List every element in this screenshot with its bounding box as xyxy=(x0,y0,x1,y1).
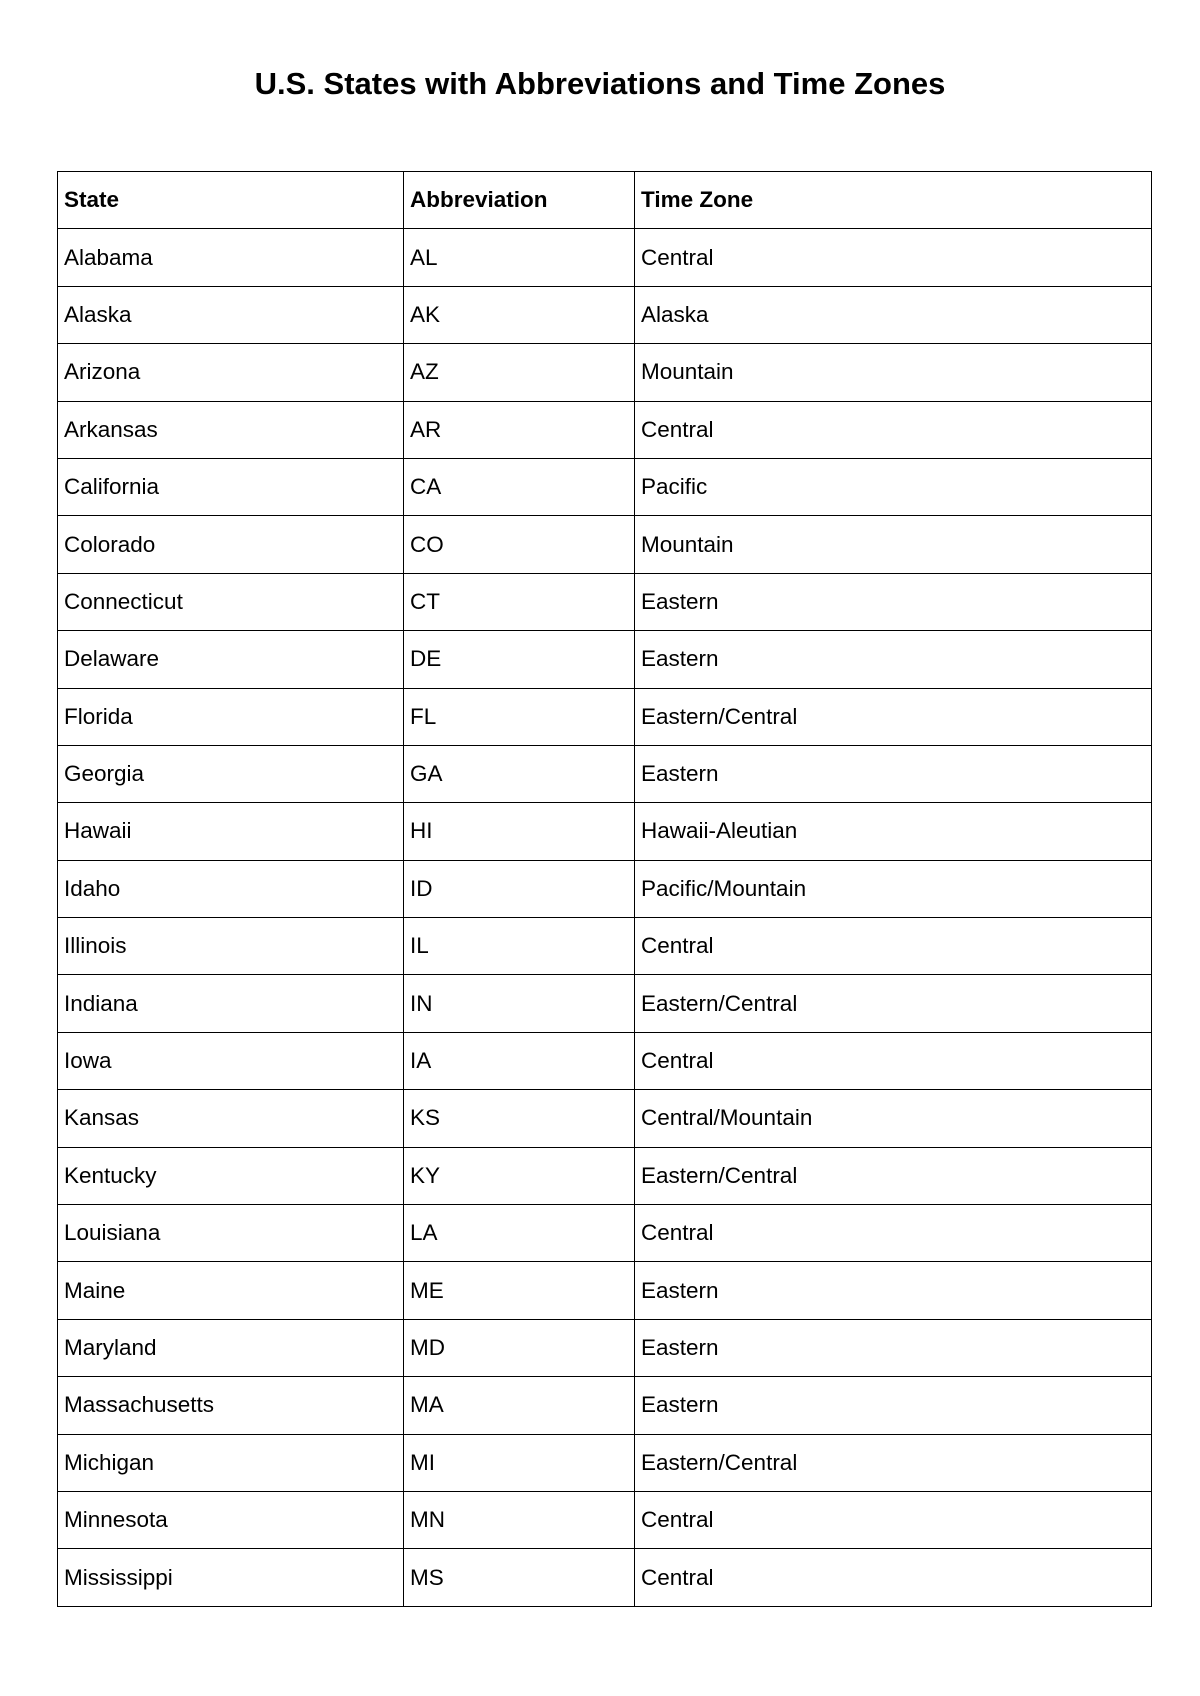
header-abbreviation: Abbreviation xyxy=(404,172,635,229)
time-zone-cell: Central xyxy=(635,1549,1152,1606)
table-row xyxy=(58,745,1152,802)
state-cell: Maryland xyxy=(58,1319,404,1376)
time-zone-cell: Eastern xyxy=(635,573,1152,630)
abbreviation-cell: IL xyxy=(404,918,635,975)
header-time-zone: Time Zone xyxy=(635,172,1152,229)
table-row xyxy=(58,803,1152,860)
time-zone-cell: Eastern/Central xyxy=(635,975,1152,1032)
state-cell: Florida xyxy=(58,688,404,745)
table-row xyxy=(58,516,1152,573)
time-zone-cell: Eastern/Central xyxy=(635,1434,1152,1491)
table-row xyxy=(58,631,1152,688)
abbreviation-cell: ME xyxy=(404,1262,635,1319)
time-zone-cell: Eastern xyxy=(635,745,1152,802)
table-row xyxy=(58,1434,1152,1491)
table-row xyxy=(58,286,1152,343)
state-cell: California xyxy=(58,458,404,515)
table-row xyxy=(58,1491,1152,1548)
table-row xyxy=(58,1377,1152,1434)
abbreviation-cell: MN xyxy=(404,1491,635,1548)
table-row xyxy=(58,1262,1152,1319)
table-row xyxy=(58,1549,1152,1606)
state-cell: Maine xyxy=(58,1262,404,1319)
table-row xyxy=(58,344,1152,401)
states-table xyxy=(57,171,1152,1607)
table-row xyxy=(58,573,1152,630)
state-cell: Kentucky xyxy=(58,1147,404,1204)
abbreviation-cell: AZ xyxy=(404,344,635,401)
state-cell: Connecticut xyxy=(58,573,404,630)
state-cell: Hawaii xyxy=(58,803,404,860)
time-zone-cell: Hawaii-Aleutian xyxy=(635,803,1152,860)
state-cell: Idaho xyxy=(58,860,404,917)
state-cell: Arkansas xyxy=(58,401,404,458)
abbreviation-cell: FL xyxy=(404,688,635,745)
time-zone-cell: Alaska xyxy=(635,286,1152,343)
abbreviation-cell: IN xyxy=(404,975,635,1032)
state-cell: Kansas xyxy=(58,1090,404,1147)
state-cell: Minnesota xyxy=(58,1491,404,1548)
table-row xyxy=(58,1319,1152,1376)
table-row xyxy=(58,1147,1152,1204)
abbreviation-cell: GA xyxy=(404,745,635,802)
time-zone-cell: Eastern xyxy=(635,1377,1152,1434)
time-zone-cell: Eastern/Central xyxy=(635,1147,1152,1204)
abbreviation-cell: KY xyxy=(404,1147,635,1204)
state-cell: Georgia xyxy=(58,745,404,802)
abbreviation-cell: MI xyxy=(404,1434,635,1491)
state-cell: Indiana xyxy=(58,975,404,1032)
state-cell: Massachusetts xyxy=(58,1377,404,1434)
table-row xyxy=(58,401,1152,458)
time-zone-cell: Eastern xyxy=(635,1262,1152,1319)
abbreviation-cell: ID xyxy=(404,860,635,917)
time-zone-cell: Central xyxy=(635,1205,1152,1262)
table-row xyxy=(58,688,1152,745)
state-cell: Mississippi xyxy=(58,1549,404,1606)
time-zone-cell: Eastern/Central xyxy=(635,688,1152,745)
time-zone-cell: Central xyxy=(635,1491,1152,1548)
state-cell: Michigan xyxy=(58,1434,404,1491)
time-zone-cell: Central/Mountain xyxy=(635,1090,1152,1147)
abbreviation-cell: IA xyxy=(404,1032,635,1089)
state-cell: Colorado xyxy=(58,516,404,573)
time-zone-cell: Pacific/Mountain xyxy=(635,860,1152,917)
abbreviation-cell: HI xyxy=(404,803,635,860)
state-cell: Delaware xyxy=(58,631,404,688)
abbreviation-cell: CO xyxy=(404,516,635,573)
time-zone-cell: Eastern xyxy=(635,631,1152,688)
table-header-row xyxy=(58,172,1152,229)
table-row xyxy=(58,1090,1152,1147)
time-zone-cell: Eastern xyxy=(635,1319,1152,1376)
state-cell: Alaska xyxy=(58,286,404,343)
table-row xyxy=(58,1032,1152,1089)
table-row xyxy=(58,860,1152,917)
state-cell: Louisiana xyxy=(58,1205,404,1262)
abbreviation-cell: MS xyxy=(404,1549,635,1606)
state-cell: Alabama xyxy=(58,229,404,286)
state-cell: Arizona xyxy=(58,344,404,401)
table-row xyxy=(58,1205,1152,1262)
abbreviation-cell: KS xyxy=(404,1090,635,1147)
abbreviation-cell: MD xyxy=(404,1319,635,1376)
abbreviation-cell: LA xyxy=(404,1205,635,1262)
abbreviation-cell: AR xyxy=(404,401,635,458)
time-zone-cell: Pacific xyxy=(635,458,1152,515)
table-row xyxy=(58,458,1152,515)
time-zone-cell: Central xyxy=(635,401,1152,458)
abbreviation-cell: AL xyxy=(404,229,635,286)
abbreviation-cell: DE xyxy=(404,631,635,688)
header-state: State xyxy=(58,172,404,229)
page-title: U.S. States with Abbreviations and Time Zones xyxy=(254,66,946,101)
abbreviation-cell: CA xyxy=(404,458,635,515)
state-cell: Iowa xyxy=(58,1032,404,1089)
table-row xyxy=(58,975,1152,1032)
time-zone-cell: Central xyxy=(635,1032,1152,1089)
table-body xyxy=(58,229,1152,1606)
time-zone-cell: Mountain xyxy=(635,344,1152,401)
table-row xyxy=(58,918,1152,975)
abbreviation-cell: AK xyxy=(404,286,635,343)
abbreviation-cell: CT xyxy=(404,573,635,630)
state-cell: Illinois xyxy=(58,918,404,975)
abbreviation-cell: MA xyxy=(404,1377,635,1434)
time-zone-cell: Central xyxy=(635,918,1152,975)
time-zone-cell: Central xyxy=(635,229,1152,286)
time-zone-cell: Mountain xyxy=(635,516,1152,573)
table-row xyxy=(58,229,1152,286)
